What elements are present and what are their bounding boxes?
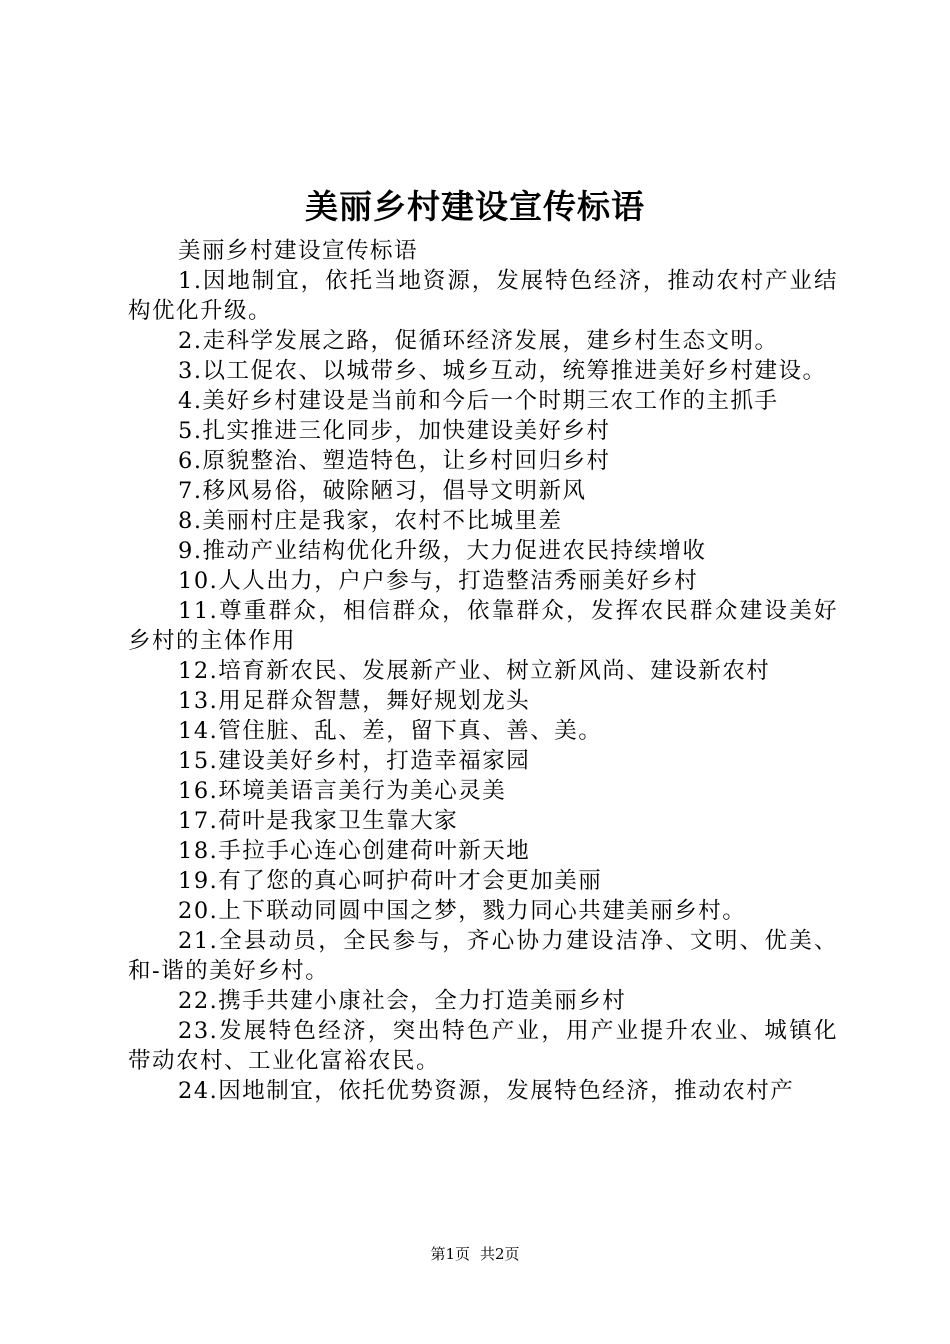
paragraph: 17.荷叶是我家卫生靠大家 — [178, 808, 459, 834]
page-footer — [0, 1244, 950, 1264]
paragraph: 19.有了您的真心呵护荷叶才会更加美丽 — [178, 868, 603, 894]
paragraph: 24.因地制宜，依托优势资源，发展特色经济，推动农村产 — [178, 1078, 795, 1104]
paragraph: 10.人人出力，户户参与，打造整洁秀丽美好乡村 — [178, 568, 699, 594]
paragraph: 23.发展特色经济，突出特色产业，用产业提升农业、城镇化带动农村、工业化富裕农民。 — [128, 1018, 838, 1074]
paragraph: 美丽乡村建设宣传标语 — [178, 238, 419, 264]
document-title: 美丽乡村建设宣传标语 — [305, 187, 645, 226]
paragraph: 4.美好乡村建设是当前和今后一个时期三农工作的主抓手 — [178, 388, 779, 414]
paragraph: 20.上下联动同圆中国之梦，戮力同心共建美丽乡村。 — [178, 898, 747, 924]
paragraph: 9.推动产业结构优化升级，大力促进农民持续增收 — [178, 538, 707, 564]
page-total: 共2页 — [480, 1245, 520, 1263]
document-body — [128, 236, 838, 1106]
page-number: 第1页 — [430, 1245, 470, 1263]
paragraph: 7.移风易俗，破除陋习，倡导文明新风 — [178, 478, 587, 504]
paragraph: 5.扎实推进三化同步，加快建设美好乡村 — [178, 418, 611, 444]
paragraph: 1.因地制宜，依托当地资源，发展特色经济，推动农村产业结构优化升级。 — [128, 268, 838, 324]
paragraph: 14.管住脏、乱、差，留下真、善、美。 — [178, 718, 603, 744]
paragraph: 6.原貌整治、塑造特色，让乡村回归乡村 — [178, 448, 611, 474]
paragraph: 8.美丽村庄是我家，农村不比城里差 — [178, 508, 563, 534]
paragraph: 21.全县动员，全民参与，齐心协力建设洁净、文明、优美、和-谐的美好乡村。 — [128, 928, 838, 984]
paragraph: 3.以工促农、以城带乡、城乡互动，统筹推进美好乡村建设。 — [178, 358, 827, 384]
paragraph: 13.用足群众智慧，舞好规划龙头 — [178, 688, 531, 714]
paragraph: 12.培育新农民、发展新产业、树立新风尚、建设新农村 — [178, 658, 771, 684]
paragraph: 18.手拉手心连心创建荷叶新天地 — [178, 838, 531, 864]
paragraph: 11.尊重群众，相信群众，依靠群众，发挥农民群众建设美好乡村的主体作用 — [128, 598, 838, 654]
paragraph: 22.携手共建小康社会，全力打造美丽乡村 — [178, 988, 627, 1014]
paragraph: 15.建设美好乡村，打造幸福家园 — [178, 748, 531, 774]
paragraph: 2.走科学发展之路，促循环经济发展，建乡村生态文明。 — [178, 328, 779, 354]
paragraph: 16.环境美语言美行为美心灵美 — [178, 778, 507, 804]
